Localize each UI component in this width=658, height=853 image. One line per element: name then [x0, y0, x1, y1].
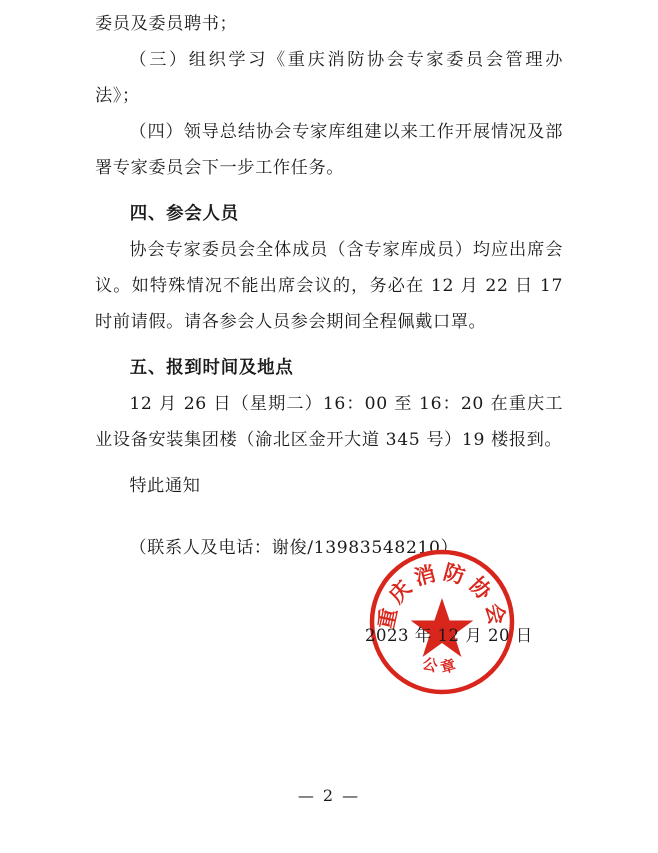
paragraph-committee-letter: 委员及委员聘书； [95, 14, 238, 34]
spacer [95, 504, 563, 530]
spacer [95, 458, 563, 468]
svg-text:公章 [420, 654, 463, 677]
signature-date: 2023 年 12 月 20 日 [365, 626, 533, 645]
spacer [95, 340, 563, 350]
section-heading-four: 四、参会人员 [129, 204, 239, 224]
seal-top-text: 重庆消防协会 [373, 559, 511, 632]
seal-bottom-text: 公章 [420, 654, 464, 678]
paragraph-item-three: （三）组织学习《重庆消防协会专家委员会管理办法》； [95, 50, 563, 106]
paragraph-item-four: （四）领导总结协会专家库组建以来工作开展情况及部署专家委员会下一步工作任务。 [95, 122, 563, 178]
section-body-four: 协会专家委员会全体成员（含专家库成员）均应出席会议。如特殊情况不能出席会议的，务必在 12 月 22 日 17 时前请假。请各参会人员参会期间全程佩戴口罩。 [95, 240, 563, 332]
contact-info: （联系人及电话：谢俊/13983548210） [129, 538, 459, 558]
page-number: — 2 — [297, 786, 361, 805]
section-body-five: 12 月 26 日（星期二）16：00 至 16：20 在重庆工业设备安装集团楼（渝北区金开大道 345 号）19 楼报到。 [95, 394, 563, 450]
section-heading-five: 五、报到时间及地点 [129, 358, 294, 378]
spacer [95, 186, 563, 196]
document-body [95, 0, 563, 566]
closing-note: 特此通知 [129, 476, 201, 496]
